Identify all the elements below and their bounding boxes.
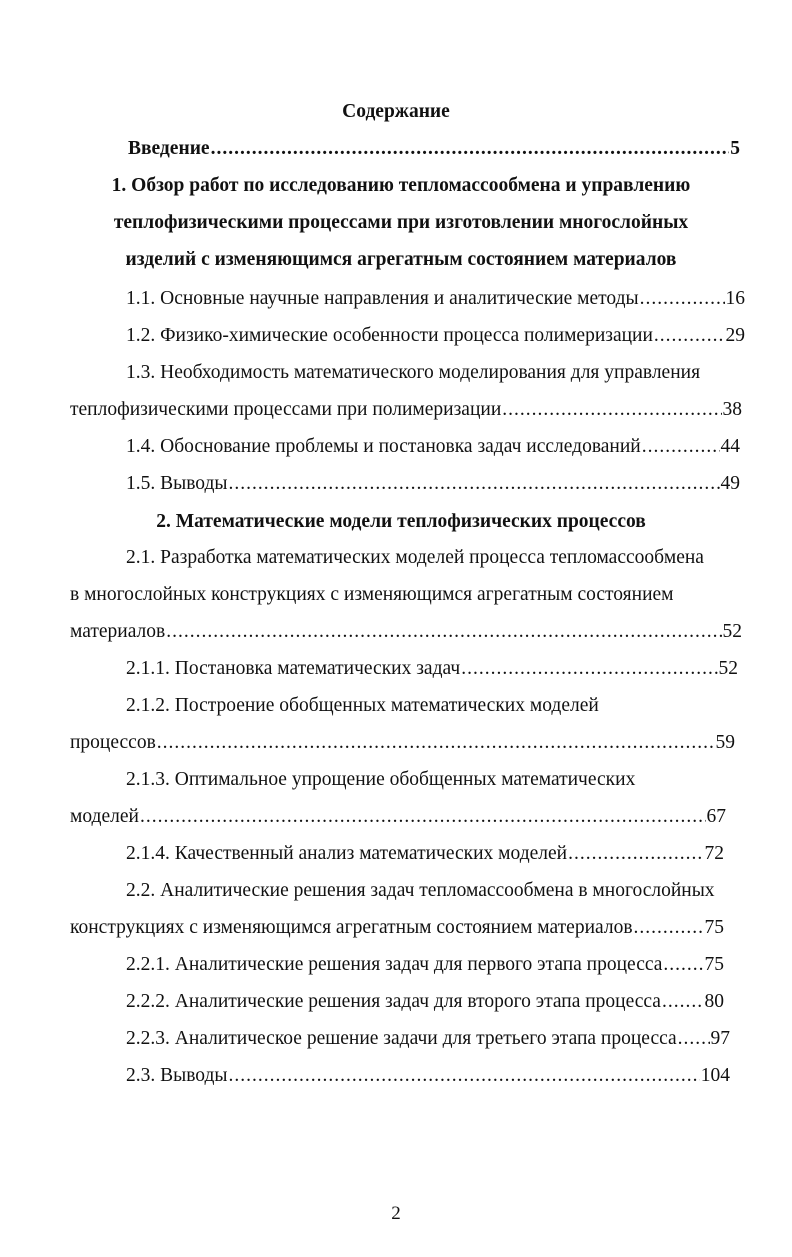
toc-leader — [642, 431, 720, 463]
toc-entry-2-1-2-line-1 — [126, 690, 745, 722]
toc-entry-page: 29 — [725, 325, 745, 346]
toc-entry-label: материалов — [70, 621, 166, 642]
toc-entry-label: теплофизическими процессами при полимеризации — [70, 399, 502, 420]
toc-entry-page: 52 — [718, 658, 738, 679]
toc-leader — [662, 986, 704, 1018]
toc-entry-1-3-line-1 — [126, 357, 745, 389]
toc-entry-intro — [128, 133, 740, 165]
toc-entry-2-1-line-1 — [126, 542, 745, 574]
toc-entry-label: 2.1.4. Качественный анализ математических моделей — [126, 843, 568, 864]
toc-entry-page: 52 — [722, 621, 742, 642]
toc-entry-page: 75 — [704, 917, 724, 938]
toc-entry-label: 2.1. Разработка математических моделей процесса тепломассообмена — [126, 547, 704, 568]
chapter-1-heading-text: изделий с изменяющимся агрегатным состоянием материалов — [125, 249, 677, 270]
toc-leader — [634, 912, 704, 944]
toc-entry-label: 1.4. Обоснование проблемы и постановка задач исследований — [126, 436, 641, 457]
toc-entry-1-1 — [126, 283, 745, 315]
toc-title-text: Содержание — [342, 101, 450, 122]
chapter-1-heading-text: 1. Обзор работ по исследованию тепломассообмена и управлению — [111, 175, 691, 196]
toc-entry-label: 1.1. Основные научные направления и аналитические методы — [126, 288, 639, 309]
toc-entry-2-1-3-line-2 — [70, 801, 726, 833]
toc-leader — [568, 838, 703, 870]
toc-entry-page: 67 — [706, 806, 726, 827]
toc-leader — [663, 949, 703, 981]
toc-entry-page: 104 — [700, 1065, 730, 1086]
toc-entry-1-5 — [126, 468, 740, 500]
toc-entry-label: 2.1.2. Построение обобщенных математических моделей — [126, 695, 599, 716]
toc-leader — [678, 1023, 710, 1055]
toc-entry-2-2-2 — [126, 986, 724, 1018]
toc-entry-2-1-line-2 — [70, 579, 742, 611]
toc-leader — [229, 1060, 700, 1092]
toc-entry-label: 2.2.2. Аналитические решения задач для второго этапа процесса — [126, 991, 661, 1012]
toc-entry-1-3-line-2 — [70, 394, 742, 426]
chapter-1-heading-text: теплофизическими процессами при изготовлении многослойных — [113, 212, 689, 233]
toc-entry-2-2-3 — [126, 1023, 730, 1055]
toc-entry-label: моделей — [70, 806, 139, 827]
toc-leader — [502, 394, 721, 426]
toc-leader — [461, 653, 717, 685]
toc-leader — [166, 616, 721, 648]
toc-entry-2-1-1 — [126, 653, 738, 685]
toc-entry-label: 2.2.3. Аналитическое решение задачи для третьего этапа процесса — [126, 1028, 677, 1049]
toc-entry-2-2-line-2 — [70, 912, 724, 944]
toc-entry-label: 1.5. Выводы — [126, 473, 228, 494]
toc-entry-page: 38 — [722, 399, 742, 420]
toc-entry-label: Введение — [128, 138, 210, 159]
toc-entry-label: 2.2.1. Аналитические решения задач для первого этапа процесса — [126, 954, 663, 975]
chapter-1-heading-line-3 — [70, 244, 732, 276]
toc-entry-page: 72 — [704, 843, 724, 864]
toc-title — [0, 96, 792, 128]
toc-entry-2-2-line-1 — [126, 875, 745, 907]
chapter-2-heading — [70, 506, 732, 538]
toc-entry-label: конструкциях с изменяющимся агрегатным состоянием материалов — [70, 917, 633, 938]
toc-entry-label: в многослойных конструкциях с изменяющимся агрегатным состоянием — [70, 584, 674, 605]
toc-entry-page: 5 — [730, 138, 740, 159]
toc-leader — [211, 133, 730, 165]
toc-leader — [140, 801, 706, 833]
toc-entry-1-4 — [126, 431, 740, 463]
toc-entry-page: 97 — [710, 1028, 730, 1049]
toc-entry-page: 75 — [704, 954, 724, 975]
toc-entry-page: 49 — [720, 473, 740, 494]
page-number: 2 — [391, 1203, 401, 1224]
toc-entry-label: 2.2. Аналитические решения задач тепломассообмена в многослойных — [126, 880, 715, 901]
toc-entry-label: процессов — [70, 732, 156, 753]
toc-entry-label: 1.3. Необходимость математического моделирования для управления — [126, 362, 701, 383]
toc-entry-label: 1.2. Физико-химические особенности процесса полимеризации — [126, 325, 653, 346]
toc-leader — [229, 468, 720, 500]
toc-entry-1-2 — [126, 320, 745, 352]
chapter-2-heading-text: 2. Математические модели теплофизических процессов — [156, 511, 646, 532]
toc-entry-2-1-4 — [126, 838, 724, 870]
toc-leader — [654, 320, 725, 352]
toc-entry-label: 2.1.3. Оптимальное упрощение обобщенных математических — [126, 769, 636, 790]
toc-entry-page: 80 — [704, 991, 724, 1012]
toc-entry-2-1-line-3 — [70, 616, 742, 648]
toc-leader — [157, 727, 715, 759]
toc-entry-page: 16 — [725, 288, 745, 309]
toc-entry-2-2-1 — [126, 949, 724, 981]
chapter-1-heading-line-1 — [70, 170, 732, 202]
toc-entry-page: 44 — [720, 436, 740, 457]
toc-entry-2-3 — [126, 1060, 730, 1092]
toc-entry-label: 2.1.1. Постановка математических задач — [126, 658, 461, 679]
toc-leader — [640, 283, 725, 315]
toc-entry-2-1-2-line-2 — [70, 727, 735, 759]
chapter-1-heading-line-2 — [70, 207, 732, 239]
toc-entry-2-1-3-line-1 — [126, 764, 745, 796]
toc-entry-label: 2.3. Выводы — [126, 1065, 228, 1086]
toc-entry-page: 59 — [715, 732, 735, 753]
